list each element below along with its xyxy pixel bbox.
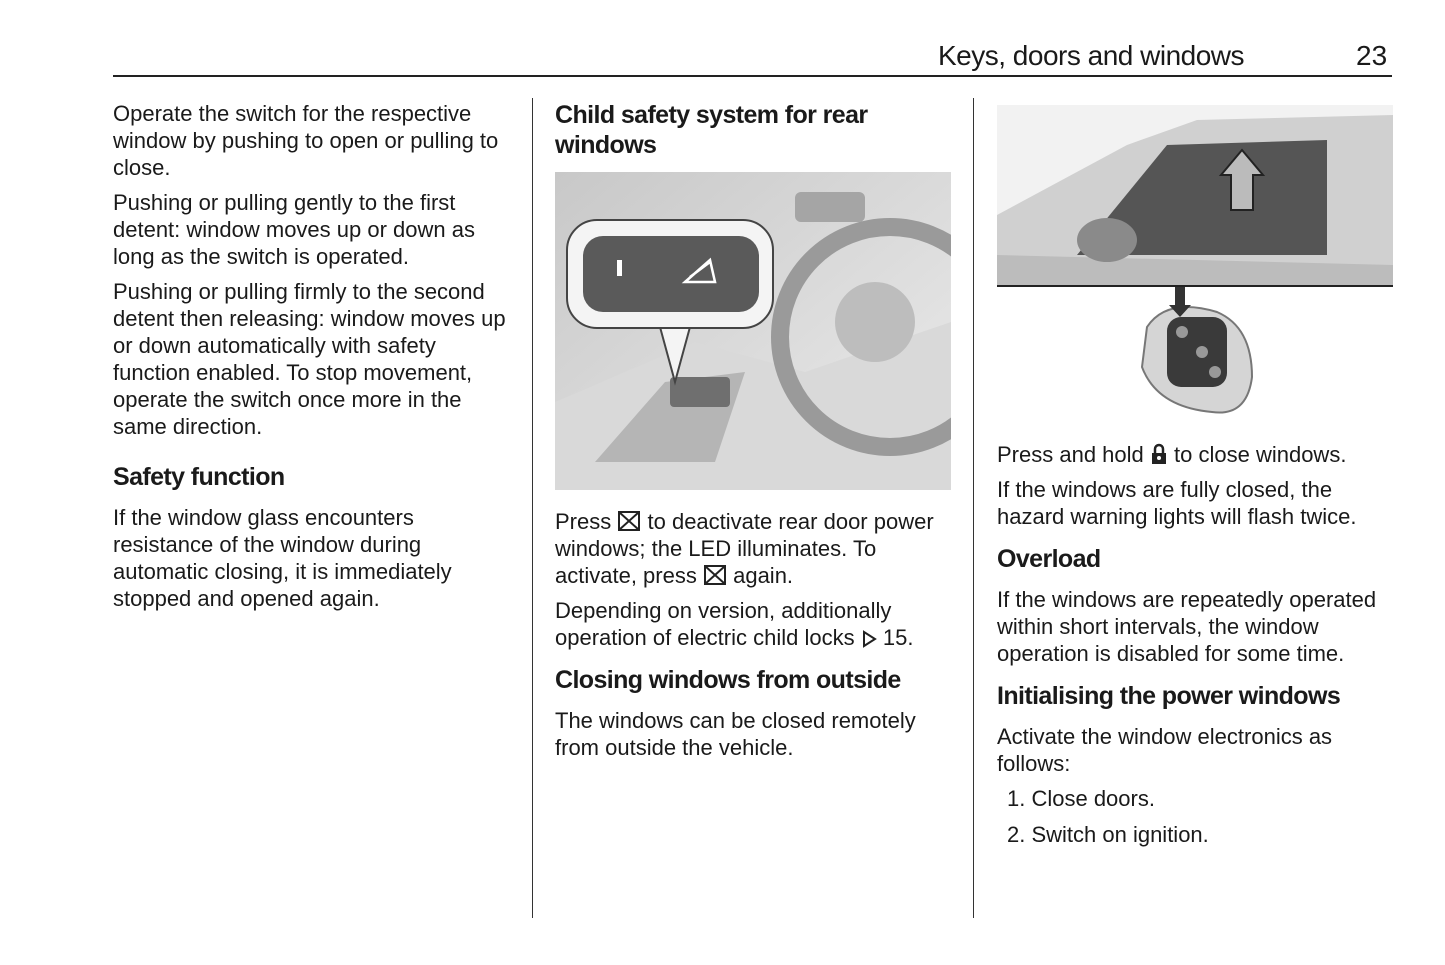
list-item: 1. Close doors. xyxy=(1007,786,1155,811)
door-switch-illustration xyxy=(555,172,951,490)
column-2 xyxy=(555,100,955,769)
heading-initialising: Initialising the power windows xyxy=(997,682,1341,710)
paragraph: Pushing or pulling gently to the first detent: window moves up or down as long as the switch is operated. xyxy=(113,190,475,269)
paragraph: The windows can be closed remotely from outside the vehicle. xyxy=(555,708,916,760)
paragraph: If the windows are fully closed, the hazard warning lights will flash twice. xyxy=(997,477,1357,529)
paragraph: Press and hold to close windows. xyxy=(997,442,1347,467)
paragraph: Operate the switch for the respective window by pushing to open or pulling to close. xyxy=(113,101,499,180)
heading-child-safety: Child safety system for rear windows xyxy=(555,101,868,159)
heading-closing-windows: Closing windows from outside xyxy=(555,666,901,694)
heading-safety-function: Safety function xyxy=(113,463,285,491)
paragraph: Press to deactivate rear door power windows; the LED illuminates. To activate, press again. xyxy=(555,509,934,588)
column-divider xyxy=(973,98,974,918)
paragraph: Depending on version, additionally operation of electric child locks 15. xyxy=(555,598,914,650)
page-number: 23 xyxy=(1356,40,1388,71)
header-rule xyxy=(113,75,1392,77)
window-lock-icon xyxy=(617,510,641,532)
heading-overload: Overload xyxy=(997,545,1101,573)
column-1 xyxy=(113,100,513,620)
list-item: 2. Switch on ignition. xyxy=(1007,822,1209,847)
car-window-illustration xyxy=(997,105,1393,287)
steps-list xyxy=(997,785,1397,848)
paragraph: If the window glass encounters resistance of the window during automatic closing, it is immediately stopped and opened again. xyxy=(113,505,452,611)
column-3 xyxy=(997,105,1397,857)
chapter-title: Keys, doors and windows xyxy=(938,40,1245,71)
paragraph: Activate the window electronics as follows: xyxy=(997,724,1333,776)
key-fob-illustration xyxy=(997,287,1393,419)
paragraph: Pushing or pulling firmly to the second detent then releasing: window moves up or down automatically with safety function enabled. To stop movement, operate the switch once more in the same direction. xyxy=(113,279,506,439)
paragraph: If the windows are repeatedly operated within short intervals, the window operation is disabled for some time. xyxy=(997,587,1377,666)
window-lock-icon xyxy=(703,564,727,586)
page-reference-arrow-icon xyxy=(861,630,877,648)
lock-icon xyxy=(1150,443,1168,465)
column-divider xyxy=(532,98,533,918)
